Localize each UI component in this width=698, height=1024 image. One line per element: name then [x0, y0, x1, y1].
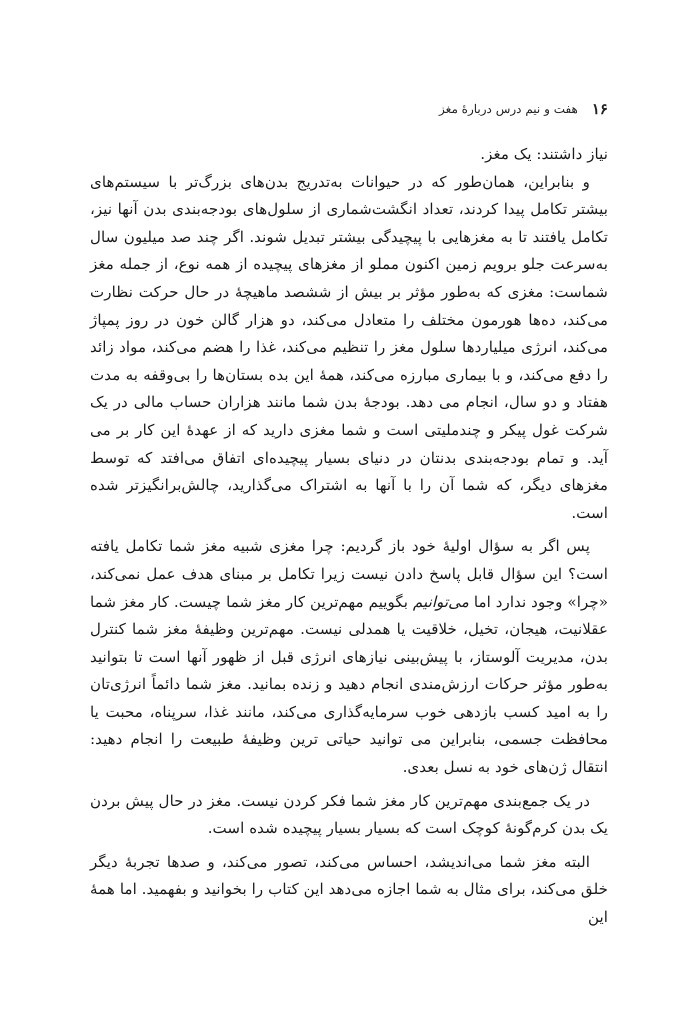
paragraph-brain-thinks: البته مغز شما می‌اندیشد، احساس می‌کند، تصور می‌کند، و صدها تجربهٔ دیگر خلق می‌کند، برای مثال به شما اجازه می‌دهد این کتاب را بخوانید و بفهمید. اما همهٔ این: [90, 852, 608, 927]
paragraph-continuation: نیاز داشتند: یک مغز.: [480, 145, 608, 163]
running-title: هفت و نیم درس دربارهٔ مغز: [439, 102, 578, 116]
body-text: [90, 141, 608, 932]
paragraph-why-brain-end: بگوییم مهم‌ترین کار مغز شما چیست. کار مغز شما عقلانیت، هیجان، تخیل، خلاقیت یا همدلی نیست. مهم‌ترین وظیفهٔ مغز شما کنترل بدن، مدیریت آلوستاز، با پیش‌بینی نیازهای انرژی قبل از ظهور آنها است تا بتوانید به‌طور مؤثر حرکات ارزش‌مندی انجام دهید و زنده بمانید. مغز شما دائماً انرژی‌تان را به امید کسب بازدهی خوب سرمایه‌گذاری می‌کند، مانند غذا، سرپناه، محبت یا محافظت جسمی، بنابراین می توانید حیاتی ترین وظیفهٔ طبیعت را انجام دهید: انتقال ژن‌های خود به نسل بعدی.: [90, 592, 608, 777]
page-header: [90, 99, 608, 119]
paragraph-summary: در یک جمع‌بندی مهم‌ترین کار مغز شما فکر کردن نیست. مغز در حال پیش بردن یک بدن کرم‌گونهٔ کوچک است که بسیار بسیار پیچیده شده است.: [90, 791, 608, 838]
paragraph-why-brain: [90, 533, 608, 781]
page-number: ۱۶: [591, 100, 608, 118]
emphasized-word: می‌توانیم: [412, 592, 469, 611]
paragraph-evolution: و بنابراین، همان‌طور که در حیوانات به‌تدریج بدن‌های بزرگ‌تر با سیستم‌های بیشتر تکامل پیدا کردند، تعداد انگشت‌شماری از سلول‌های بودجه‌بندی بدن آنها نیز، تکامل یافتند تا به مغزهایی با پیچیدگی بیشتر تبدیل شوند. اگر چند صد میلیون سال به‌سرعت جلو برویم زمین اکنون مملو از مغزهای پیچیده از همه نوع، از جمله مغز شماست: مغزی که به‌طور مؤثر بر بیش از ششصد ماهیچهٔ در حال حرکت نظارت می‌کند، ده‌ها هورمون مختلف را متعادل می‌کند، دو هزار گالن خون در روز پمپاژ می‌کند، انرژی میلیاردها سلول مغز را تنظیم می‌کند، غذا را هضم می‌کند، مواد زائد را دفع می‌کند، و با بیماری مبارزه می‌کند، همهٔ این بده بستان‌ها را بی‌وقفه به مدت هفتاد و دو سال، انجام می دهد. بودجهٔ بدن شما مانند هزاران حساب مالی در یک شرکت غول پیکر و چندملیتی است و شما مغزی دارید که از عهدهٔ این کار بر می آید. و تمام بودجه‌بندی بدنتان در دنیای بسیار پیچیده‌ای اتفاق می‌افتد که توسط مغزهای دیگر، که شما آن را با آنها به اشتراک می‌گذارید، چالش‌برانگیزتر شده است.: [90, 172, 608, 522]
paragraph-why-brain-start: پس اگر به سؤال اولیهٔ خود باز گردیم: چرا مغزی شبیه مغز شما تکامل یافته است؟ این سؤال قابل پاسخ دادن نیست زیرا تکامل بر مبنای هدف عمل نمی‌کند، «چرا» وجود ندارد اما: [90, 537, 609, 611]
